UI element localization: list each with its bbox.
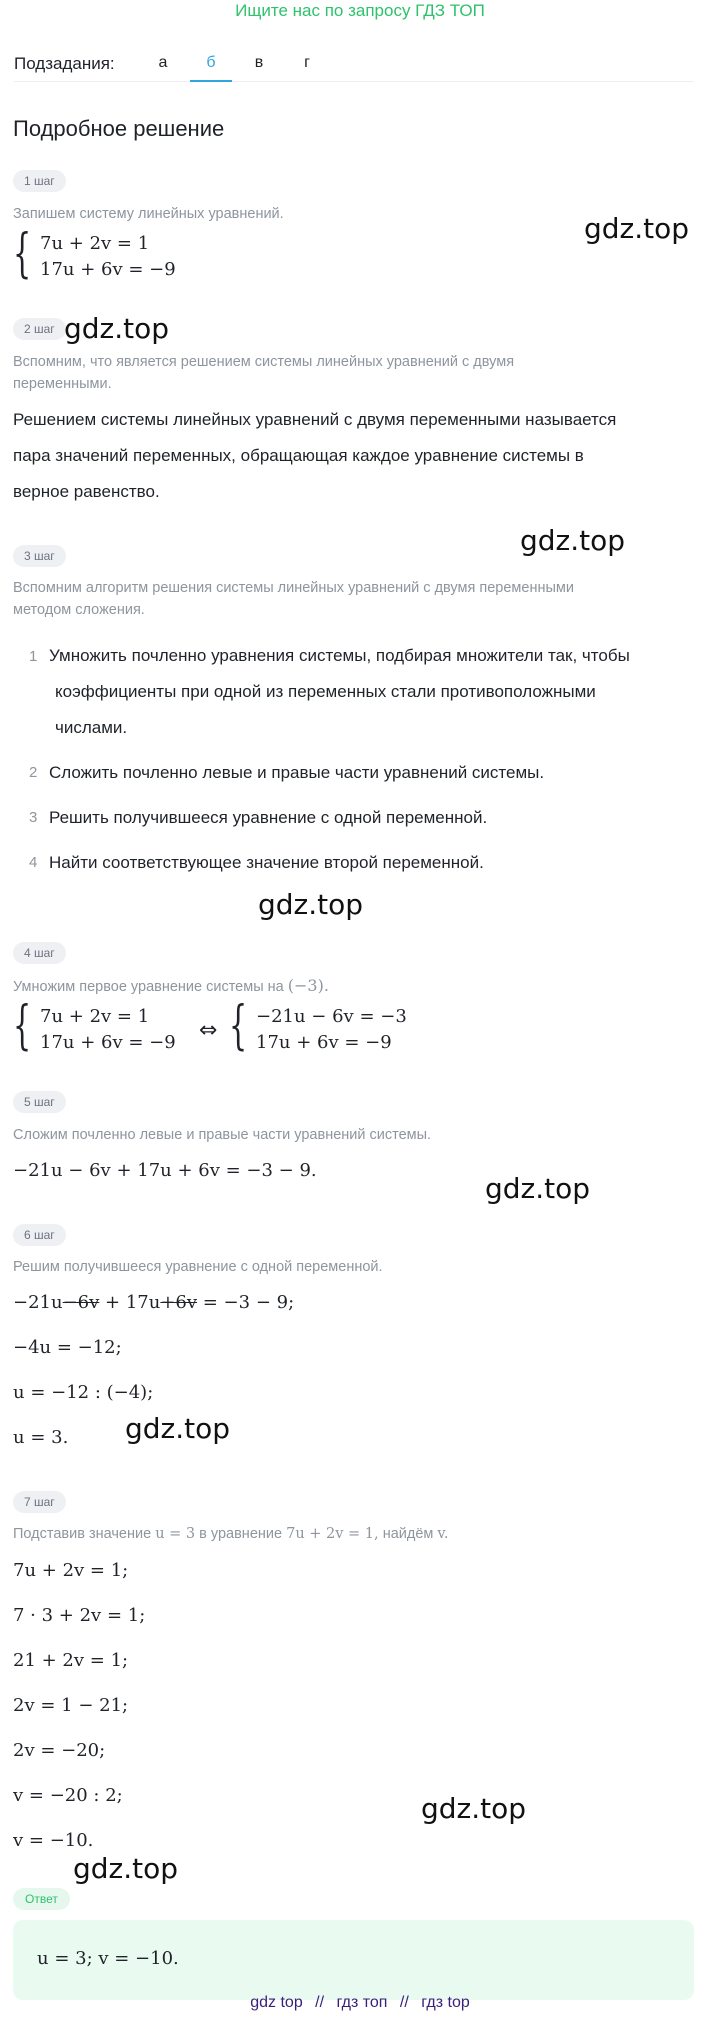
step-text: Решим получившееся уравнение с одной переменной. <box>13 1259 383 1275</box>
equation: v = −20 : 2; <box>13 1785 123 1806</box>
definition-text: верное равенство. <box>13 482 160 501</box>
equation: 2v = −20; <box>13 1740 106 1761</box>
eq-part: + 17 <box>99 1292 149 1313</box>
equivalence-sign: ⇔ <box>199 1018 218 1043</box>
eq-part: u <box>51 1292 63 1313</box>
tab-g[interactable]: г <box>304 53 310 71</box>
equation: 17u + 6v = −9 <box>40 1032 176 1053</box>
equation: 7u + 2v = 1 <box>40 233 150 254</box>
footer-separator: // <box>399 1994 409 2011</box>
footer-link[interactable]: gdz top <box>250 1994 303 2011</box>
step-text-part: Подставив значение <box>13 1526 152 1542</box>
watermark: gdz.top <box>485 1172 591 1205</box>
step-badge: 4 шаг <box>13 942 66 964</box>
step-text-part: найдём <box>382 1526 434 1542</box>
multiplier: (−3). <box>287 976 329 995</box>
watermark: gdz.top <box>520 524 626 557</box>
step-text: переменными. <box>13 376 112 392</box>
equation: −21u − 6v + 17u + 6v = −3 − 9. <box>13 1160 317 1181</box>
equation: 7u + 2v = 1; <box>13 1560 129 1581</box>
list-number: 4 <box>29 854 38 871</box>
equation: 7u + 2v = 1 <box>40 1006 150 1027</box>
cancelled-term: +6v <box>160 1292 198 1313</box>
definition-text: Решением системы линейных уравнений с двумя переменными называется <box>13 410 617 429</box>
footer-links <box>0 1994 720 2012</box>
step-badge: 3 шаг <box>13 545 66 567</box>
system-brace: { <box>229 996 248 1056</box>
footer-link[interactable]: гдз топ <box>336 1994 388 2011</box>
watermark: gdz.top <box>73 1852 179 1885</box>
list-number: 1 <box>29 648 38 665</box>
equation: 21 + 2v = 1; <box>13 1650 129 1671</box>
step-text: методом сложения. <box>13 602 145 618</box>
subtask-tabs <box>14 46 694 82</box>
equation: 17u + 6v = −9 <box>40 259 176 280</box>
list-number: 3 <box>29 809 38 826</box>
definition-text: пара значений переменных, обращающая каждое уравнение системы в <box>13 446 584 465</box>
equation: v = −10. <box>13 1830 94 1851</box>
footer-separator: // <box>315 1994 325 2011</box>
equation: u = 3. <box>13 1427 69 1448</box>
eq-part: u <box>148 1292 161 1313</box>
equation: −4u = −12; <box>13 1337 122 1358</box>
watermark: gdz.top <box>64 312 170 345</box>
subtasks-label: Подзадания: <box>14 53 115 73</box>
step-text-part: Умножим первое уравнение системы на <box>13 979 284 995</box>
algorithm-step: коэффициенты при одной из переменных стали противоположными <box>55 682 596 701</box>
equation: 2v = 1 − 21; <box>13 1695 129 1716</box>
watermark: gdz.top <box>421 1792 527 1825</box>
step-text: Сложим почленно левые и правые части уравнений системы. <box>13 1127 432 1143</box>
algorithm-step: Найти соответствующее значение второй переменной. <box>49 853 484 872</box>
system-brace: { <box>13 996 32 1056</box>
step-text: Вспомним, что является решением системы линейных уравнений с двумя <box>13 354 515 370</box>
step-text-part: в уравнение <box>199 1526 283 1542</box>
algorithm-step: Умножить почленно уравнения системы, подбирая множители так, чтобы <box>49 646 630 665</box>
step-badge: 1 шаг <box>13 170 66 192</box>
answer-value: u = 3; v = −10. <box>37 1948 179 1969</box>
step-text: Запишем систему линейных уравнений. <box>13 206 284 222</box>
step-badge: 7 шаг <box>13 1491 66 1513</box>
inline-math: v. <box>437 1526 449 1542</box>
list-number: 2 <box>29 764 38 781</box>
inline-math: u = 3 <box>155 1526 196 1542</box>
step-text <box>13 1524 448 1544</box>
watermark: gdz.top <box>125 1412 231 1445</box>
equation: u = −12 : (−4); <box>13 1382 154 1403</box>
eq-part: −21 <box>13 1292 51 1313</box>
equation: −21u − 6v = −3 <box>256 1006 407 1027</box>
step-text: Вспомним алгоритм решения системы линейных уравнений с двумя переменными <box>13 580 574 596</box>
algorithm-step: числами. <box>55 718 128 737</box>
system-brace: { <box>13 224 32 284</box>
tab-a[interactable]: а <box>158 53 168 71</box>
step-text <box>13 976 329 997</box>
equation: 17u + 6v = −9 <box>256 1032 392 1053</box>
equation: 7 · 3 + 2v = 1; <box>13 1605 146 1626</box>
algorithm-step: Решить получившееся уравнение с одной переменной. <box>49 808 488 827</box>
watermark: gdz.top <box>258 888 364 921</box>
algorithm-step: Сложить почленно левые и правые части уравнений системы. <box>49 763 545 782</box>
footer-link[interactable]: гдз top <box>421 1994 470 2011</box>
answer-badge: Ответ <box>13 1888 70 1910</box>
watermark: gdz.top <box>584 212 690 245</box>
cancelled-term: −6v <box>62 1292 100 1313</box>
page-title: Подробное решение <box>13 116 225 141</box>
search-hint-banner: Ищите нас по запросу ГДЗ ТОП <box>235 1 485 20</box>
tab-v[interactable]: в <box>254 53 264 71</box>
eq-part: = −3 − 9; <box>197 1292 295 1313</box>
tab-b[interactable]: б <box>190 46 232 82</box>
step-badge: 2 шаг <box>13 318 66 340</box>
equation <box>13 1292 294 1313</box>
step-badge: 5 шаг <box>13 1091 66 1113</box>
inline-math: 7u + 2v = 1, <box>286 1526 379 1542</box>
step-badge: 6 шаг <box>13 1224 66 1246</box>
